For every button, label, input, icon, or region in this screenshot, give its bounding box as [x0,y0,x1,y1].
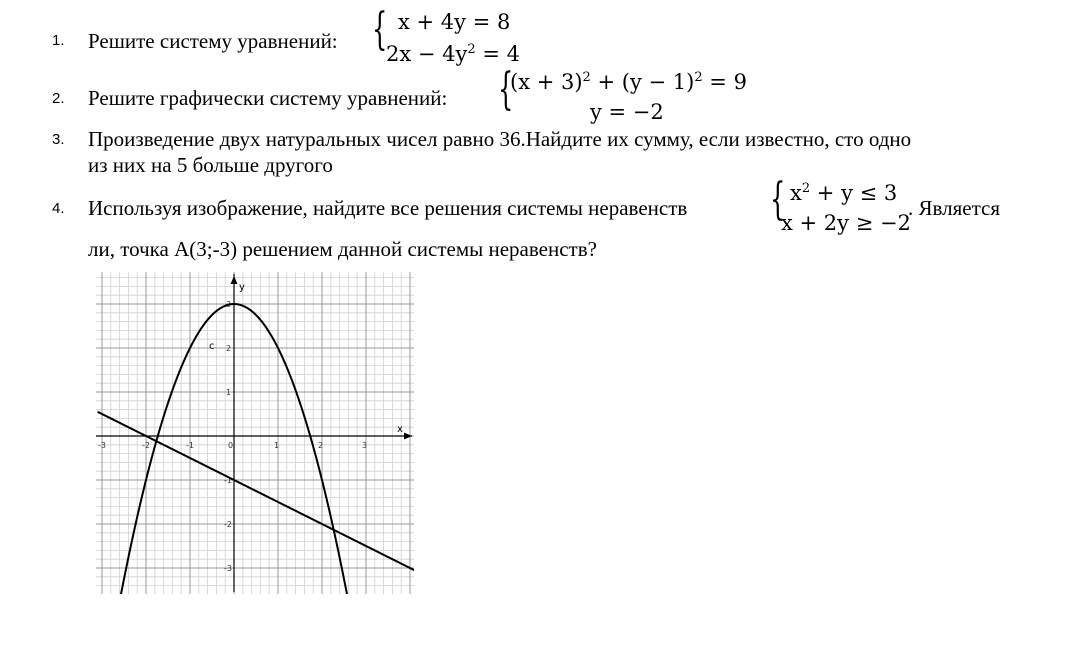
x-tick-label: -2 [142,441,150,450]
problem-4-number: 4. [52,200,65,217]
problem-1-number: 1. [52,32,65,49]
y-axis-label: y [239,282,245,293]
problem-3-line1: Произведение двух натуральных чисел равно 36.Найдите их сумму, если известно, сто одно [88,127,912,151]
problem-1-eq1: x + 4y = 8 [398,10,511,34]
problem-2-text: Решите графически систему уравнений: [88,86,448,110]
problem-1-eq2: $2x - 4y^2 = 4$ [386,42,520,66]
problem-3-line2: из них на 5 больше другого [88,153,333,177]
y-tick-label: -2 [224,520,232,529]
problem-4-ineq1: $x^2 + y \le 3$ [790,181,898,205]
y-tick-label: 3 [226,300,232,309]
curve-label: c [209,341,215,352]
problem-2-brace: { [498,64,514,115]
x-tick-label: 3 [362,441,368,450]
x-tick-label: -1 [186,441,194,450]
problem-1-brace: { [372,4,388,55]
function-graph [96,272,414,594]
x-tick-label: -3 [98,441,106,450]
x-tick-label: 1 [274,441,280,450]
problem-1-text: Решите систему уравнений: [88,29,338,53]
y-tick-label: 2 [226,344,232,353]
problem-2-eq2: y = −2 [590,100,664,124]
problem-4-ineq2: x + 2y ≥ −2 [781,211,911,235]
problem-4-brace: { [770,174,786,225]
problem-3-number: 3. [52,131,65,148]
x-tick-label: 0 [228,441,234,450]
x-axis-label: x [397,424,403,435]
problem-4-text: Используя изображение, найдите все решения системы неравенств [88,196,688,220]
problem-4-after: . Является [908,196,1001,220]
y-tick-label: 1 [226,388,232,397]
problem-2-eq1: $(x + 3)^2 + (y - 1)^2 = 9$ [510,70,747,94]
y-tick-label: -3 [224,564,232,573]
x-tick-label: 2 [318,441,324,450]
problem-4-line2: ли, точка А(3;-3) решением данной системы неравенств? [88,237,597,261]
problem-2-number: 2. [52,90,65,107]
y-tick-label: -1 [224,476,232,485]
x-tick-labels [98,441,367,450]
x-axis-arrow [404,433,412,440]
